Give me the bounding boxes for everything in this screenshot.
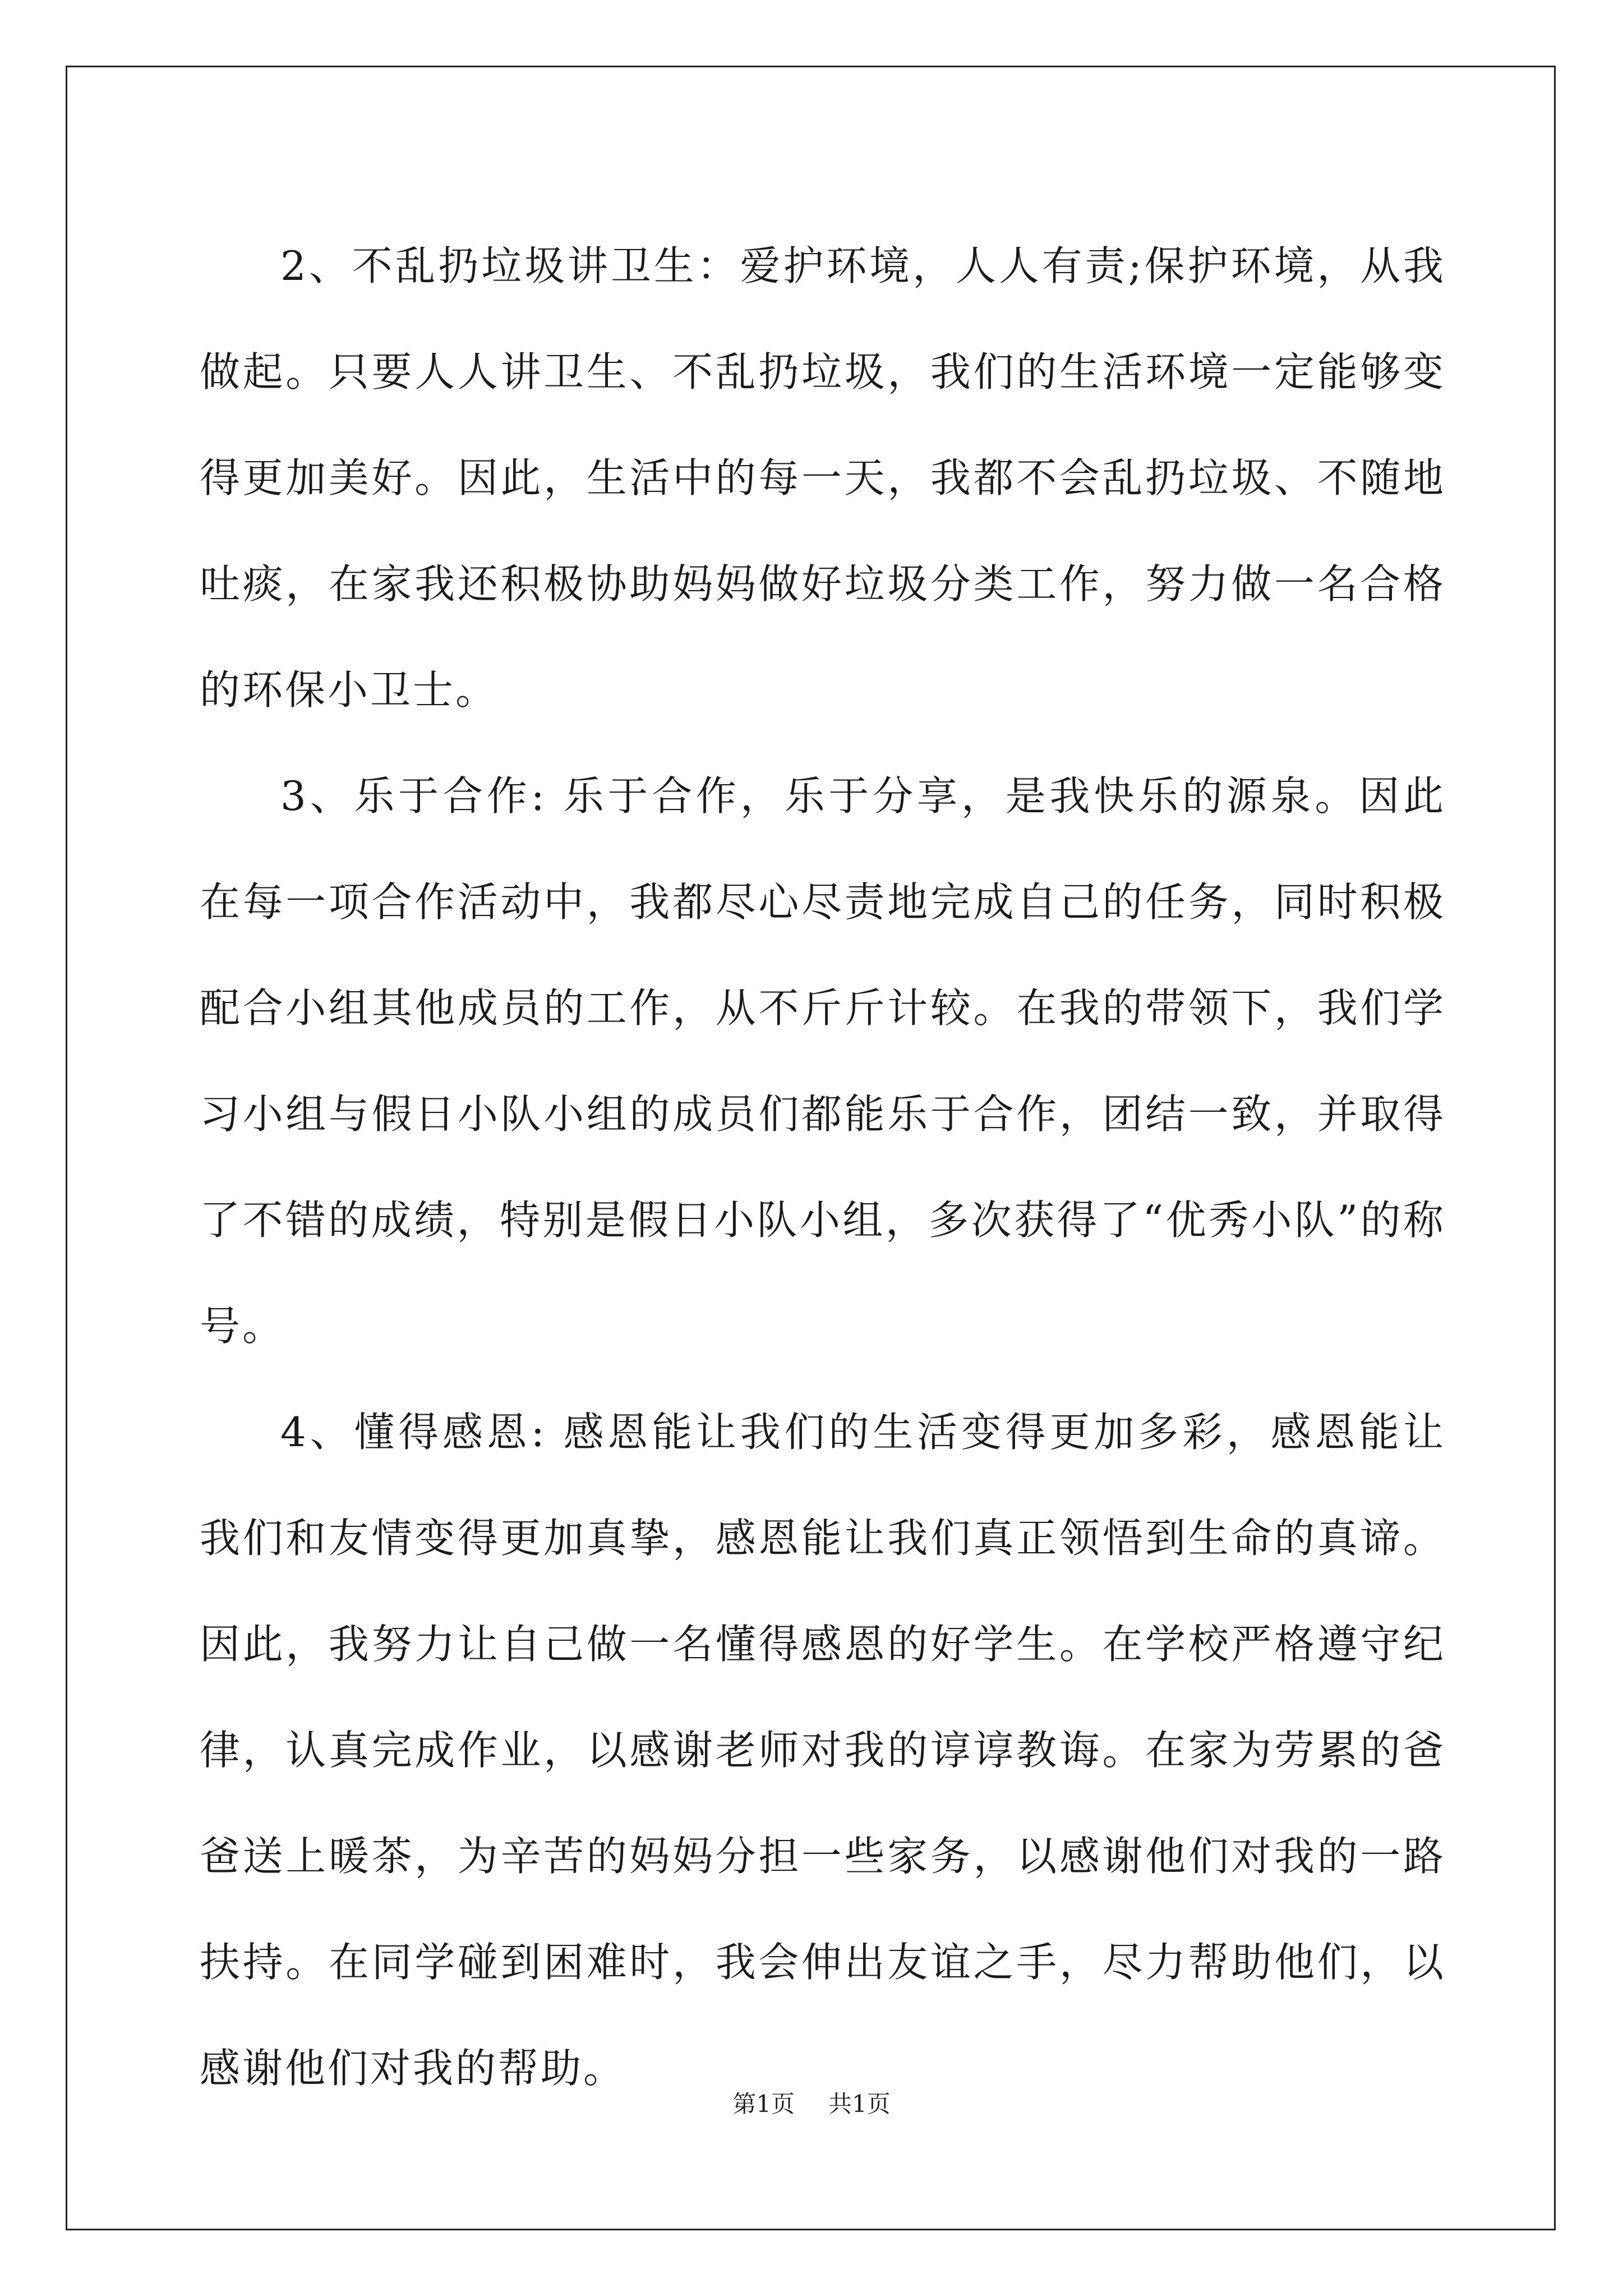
document-body: [200, 213, 1446, 2122]
paragraph-cooperation: 3、乐于合作: 乐于合作，乐于分享，是我快乐的源泉。因此在每一项合作活动中，我都尽心尽责地完成自己的任务，同时积极配合小组其他成员的工作，从不斤斤计较。在我的带领下，我们学习小组与假日小队小组的成员们都能乐于合作，团结一致，并取得了不错的成绩，特别是假日小队小组，多次获得了“优秀小队”的称号。: [200, 772, 1446, 1350]
page-number: 第1页: [732, 2090, 795, 2118]
paragraph-gratitude: 4、懂得感恩: 感恩能让我们的生活变得更加多彩，感恩能让我们和友情变得更加真挚，感恩能让我们真正领悟到生命的真谛。因此，我努力让自己做一名懂得感恩的好学生。在学校严格遵守纪律，认真完成作业，以感谢老师对我的谆谆教诲。在家为劳累的爸爸送上暖茶，为辛苦的妈妈分担一些家务，以感谢他们对我的一路扶持。在同学碰到困难时，我会伸出友谊之手，尽力帮助他们，以感谢他们对我的帮助。: [200, 1409, 1446, 2092]
page-total: 共1页: [828, 2090, 891, 2118]
page-footer: [0, 2086, 1623, 2119]
paragraph-hygiene: 2、不乱扔垃圾讲卫生：爱护环境，人人有责;保护环境，从我做起。只要人人讲卫生、不乱扔垃圾，我们的生活环境一定能够变得更加美好。因此，生活中的每一天，我都不会乱扔垃圾、不随地吐痰，在家我还积极协助妈妈做好垃圾分类工作，努力做一名合格的环保小卫士。: [200, 242, 1446, 714]
